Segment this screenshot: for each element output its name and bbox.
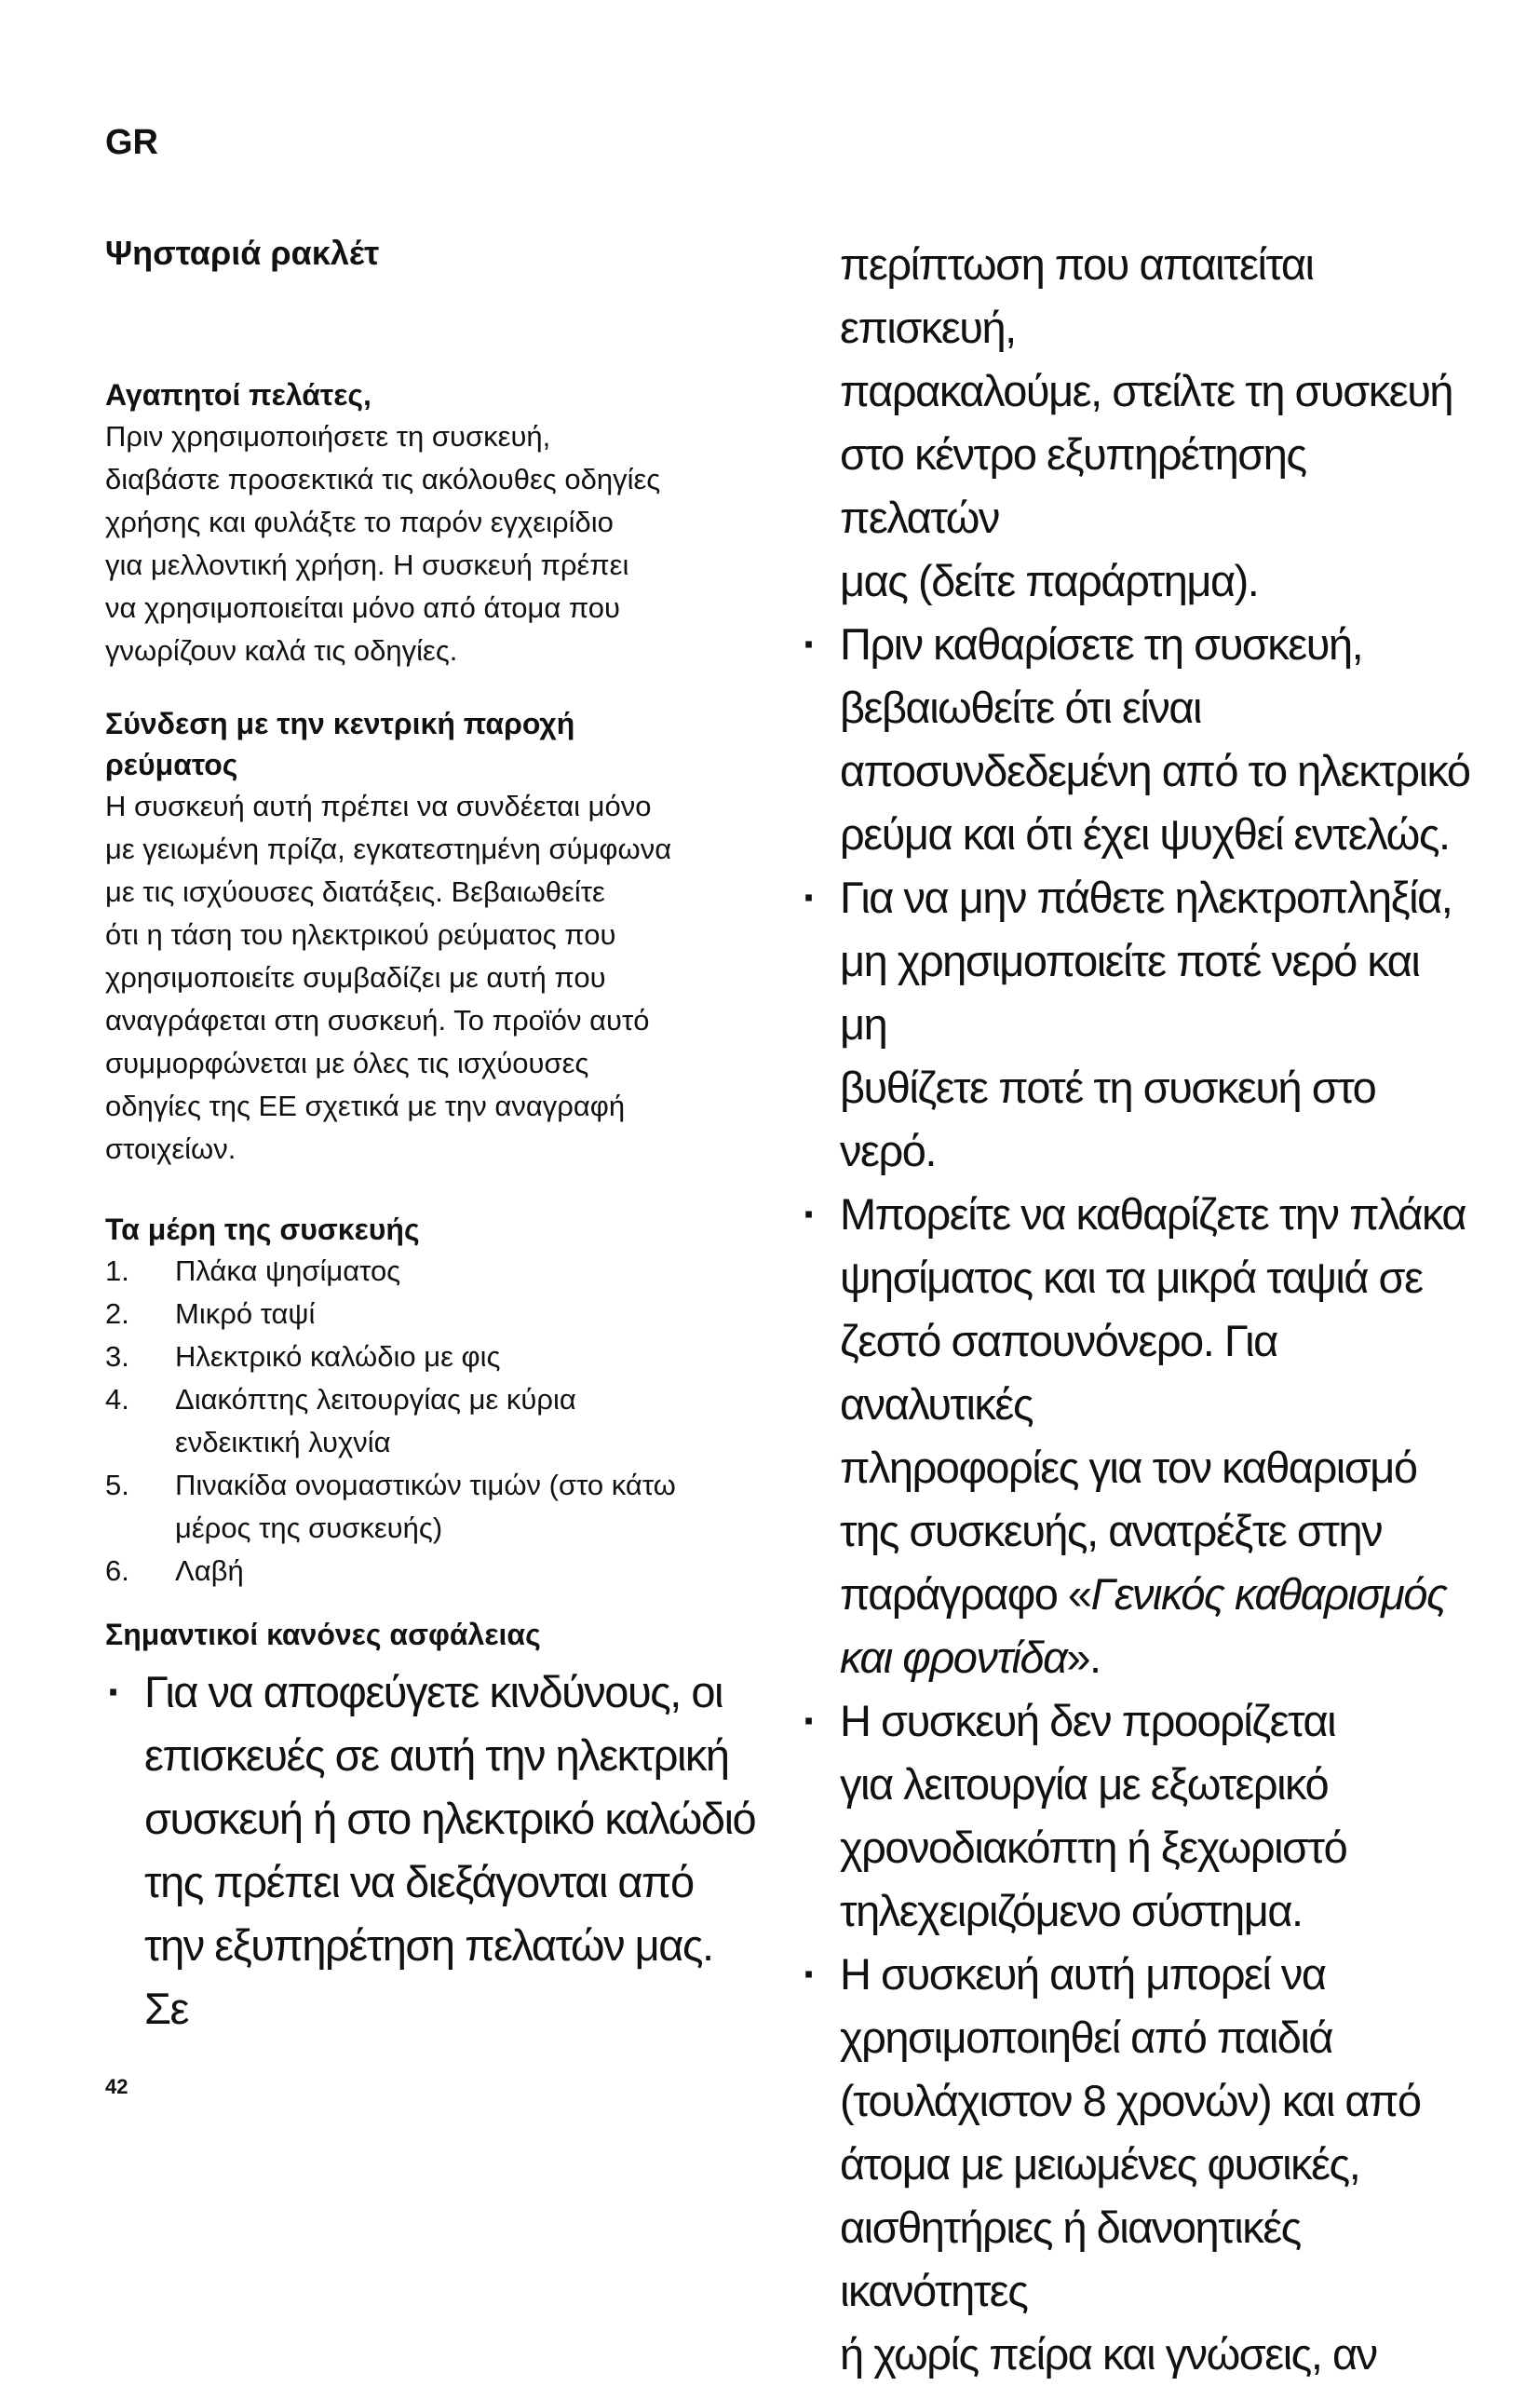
list-item — [105, 1293, 757, 1335]
bullet-icon: · — [803, 873, 817, 922]
list-item — [105, 1335, 757, 1378]
parts-list — [105, 1250, 757, 1593]
intro-line: χρήσης και φυλάξτε το παρόν εγχειρίδιο — [105, 506, 614, 539]
connection-line: οδηγίες της ΕΕ σχετικά με την αναγραφή — [105, 1089, 626, 1122]
section-reference: και φροντίδα — [840, 1633, 1067, 1682]
bullet-icon: · — [803, 1696, 817, 1745]
safety-line: ζεστό σαπουνόνερο. Για αναλυτικές — [840, 1316, 1277, 1429]
safety-line: στο κέντρο εξυπηρέτησης πελατών — [840, 429, 1306, 542]
document-title: Ψησταριά ρακλέτ — [105, 234, 380, 272]
intro-paragraph — [105, 415, 757, 672]
connection-line: με τις ισχύουσες διατάξεις. Βεβαιωθείτε — [105, 874, 605, 908]
safety-item-continuation — [801, 233, 1471, 613]
intro-section — [105, 375, 757, 672]
safety-line: αποσυνδεδεμένη από το ηλεκτρικό — [840, 746, 1470, 795]
connection-heading-line: ρεύματος — [105, 747, 238, 781]
list-item-number: 6. — [105, 1553, 129, 1587]
safety-line: χρονοδιακόπτη ή ξεχωριστό — [840, 1823, 1347, 1872]
safety-line: της πρέπει να διεξάγονται από — [144, 1857, 694, 1907]
safety-section — [105, 1615, 757, 2040]
safety-line: περίπτωση που απαιτείται επισκευή, — [840, 239, 1314, 352]
list-item-number: 2. — [105, 1296, 129, 1330]
safety-line: συσκευή ή στο ηλεκτρικό καλώδιό — [144, 1794, 756, 1844]
intro-line: για μελλοντική χρήση. Η συσκευή πρέπει — [105, 549, 629, 582]
safety-line: Η συσκευή αυτή μπορεί να — [840, 1949, 1326, 1999]
list-item — [105, 1464, 757, 1550]
safety-line: την εξυπηρέτηση πελατών μας. Σε — [144, 1920, 713, 2034]
connection-line: χρησιμοποιείτε συμβαδίζει με αυτή που — [105, 960, 606, 994]
safety-item — [801, 866, 1471, 1183]
parts-section — [105, 1210, 757, 1593]
safety-line: πληροφορίες για τον καθαρισμό — [840, 1443, 1417, 1492]
right-column — [801, 233, 1471, 2386]
list-item-text: Μικρό ταψί — [175, 1296, 316, 1330]
parts-heading: Τα μέρη της συσκευής — [105, 1212, 420, 1246]
list-item-number: 4. — [105, 1382, 129, 1416]
safety-item — [105, 1661, 757, 2040]
connection-line: στοιχείων. — [105, 1132, 236, 1165]
safety-ref-suffix: ». — [1066, 1633, 1101, 1682]
list-item-text: μέρος της συσκευής) — [175, 1511, 443, 1544]
safety-item — [801, 1183, 1471, 1689]
safety-line: χρησιμοποιηθεί από παιδιά — [840, 2013, 1333, 2062]
list-item-text: Ηλεκτρικό καλώδιο με φις — [175, 1339, 501, 1373]
safety-line: βεβαιωθείτε ότι είναι — [840, 683, 1201, 732]
safety-line: άτομα με μειωμένες φυσικές, — [840, 2139, 1360, 2189]
language-code: GR — [105, 123, 158, 162]
safety-line: ρεύμα και ότι έχει ψυχθεί εντελώς. — [840, 809, 1450, 859]
bullet-icon: · — [107, 1667, 121, 1717]
safety-item — [801, 1689, 1471, 1943]
list-item-text: Διακόπτης λειτουργίας με κύρια — [175, 1382, 576, 1416]
safety-line: για λειτουργία με εξωτερικό — [840, 1759, 1329, 1809]
safety-ref-prefix: παράγραφο « — [840, 1569, 1091, 1619]
section-reference: Γενικός καθαρισμός — [1090, 1569, 1447, 1619]
connection-line: συμμορφώνεται με όλες τις ισχύουσες — [105, 1046, 589, 1079]
safety-line: της συσκευής, ανατρέξτε στην — [840, 1506, 1383, 1555]
safety-line: Μπορείτε να καθαρίζετε την πλάκα — [840, 1189, 1466, 1239]
list-item-number: 3. — [105, 1339, 129, 1373]
intro-line: Πριν χρησιμοποιήσετε τη συσκευή, — [105, 420, 551, 454]
bullet-icon: · — [803, 1189, 817, 1239]
bullet-icon: · — [803, 619, 817, 669]
connection-paragraph — [105, 785, 757, 1171]
list-item-number: 5. — [105, 1468, 129, 1501]
list-item-text: Πινακίδα ονομαστικών τιμών (στο κάτω — [175, 1468, 676, 1501]
safety-item — [801, 1943, 1471, 2386]
list-item — [105, 1378, 757, 1464]
safety-line: ή χωρίς πείρα και γνώσεις, αν — [840, 2329, 1377, 2379]
safety-heading: Σημαντικοί κανόνες ασφάλειας — [105, 1617, 541, 1651]
intro-line: γνωρίζουν καλά τις οδηγίες. — [105, 634, 458, 668]
intro-heading: Αγαπητοί πελάτες, — [105, 378, 371, 413]
intro-line: να χρησιμοποιείται μόνο από άτομα που — [105, 591, 621, 625]
connection-heading — [105, 704, 757, 784]
connection-line: αναγράφεται στη συσκευή. Το προϊόν αυτό — [105, 1003, 650, 1037]
list-item — [105, 1250, 757, 1293]
connection-line: με γειωμένη πρίζα, εγκατεστημένη σύμφωνα — [105, 832, 672, 865]
page-number: 42 — [105, 2075, 128, 2098]
bullet-icon: · — [803, 1949, 817, 1999]
intro-line: διαβάστε προσεκτικά τις ακόλουθες οδηγίες — [105, 463, 661, 496]
connection-section — [105, 704, 757, 1170]
list-item-number: 1. — [105, 1254, 129, 1287]
safety-line: βυθίζετε ποτέ τη συσκευή στο νερό. — [840, 1063, 1376, 1175]
safety-list — [105, 1661, 757, 2040]
safety-line: Πριν καθαρίσετε τη συσκευή, — [840, 619, 1363, 669]
list-item-text: ενδεικτική λυχνία — [175, 1425, 391, 1458]
safety-line: επισκευές σε αυτή την ηλεκτρική — [144, 1730, 729, 1781]
safety-line: μη χρησιμοποιείτε ποτέ νερό και μη — [840, 936, 1420, 1049]
safety-line: Για να μην πάθετε ηλεκτροπληξία, — [840, 873, 1452, 922]
left-column — [105, 233, 757, 2040]
list-item — [105, 1550, 757, 1593]
list-item-text: Λαβή — [175, 1553, 244, 1587]
safety-line: παρακαλούμε, στείλτε τη συσκευή — [840, 366, 1453, 415]
safety-line: ψησίματος και τα μικρά ταψιά σε — [840, 1253, 1423, 1302]
safety-item — [801, 613, 1471, 866]
connection-line: Η συσκευή αυτή πρέπει να συνδέεται μόνο — [105, 789, 652, 822]
safety-line: αισθητήριες ή διανοητικές ικανότητες — [840, 2203, 1301, 2315]
safety-line: (τουλάχιστον 8 χρονών) και από — [840, 2076, 1421, 2125]
connection-line: ότι η τάση του ηλεκτρικού ρεύματος που — [105, 917, 616, 951]
safety-line: Η συσκευή δεν προορίζεται — [840, 1696, 1336, 1745]
list-item-text: Πλάκα ψησίματος — [175, 1254, 401, 1287]
connection-heading-line: Σύνδεση με την κεντρική παροχή — [105, 707, 575, 741]
safety-line: τηλεχειριζόμενο σύστημα. — [840, 1886, 1303, 1935]
safety-line: μας (δείτε παράρτημα). — [840, 556, 1259, 605]
safety-line: Για να αποφεύγετε κινδύνους, οι — [144, 1667, 723, 1717]
safety-list-continued — [801, 233, 1471, 2386]
